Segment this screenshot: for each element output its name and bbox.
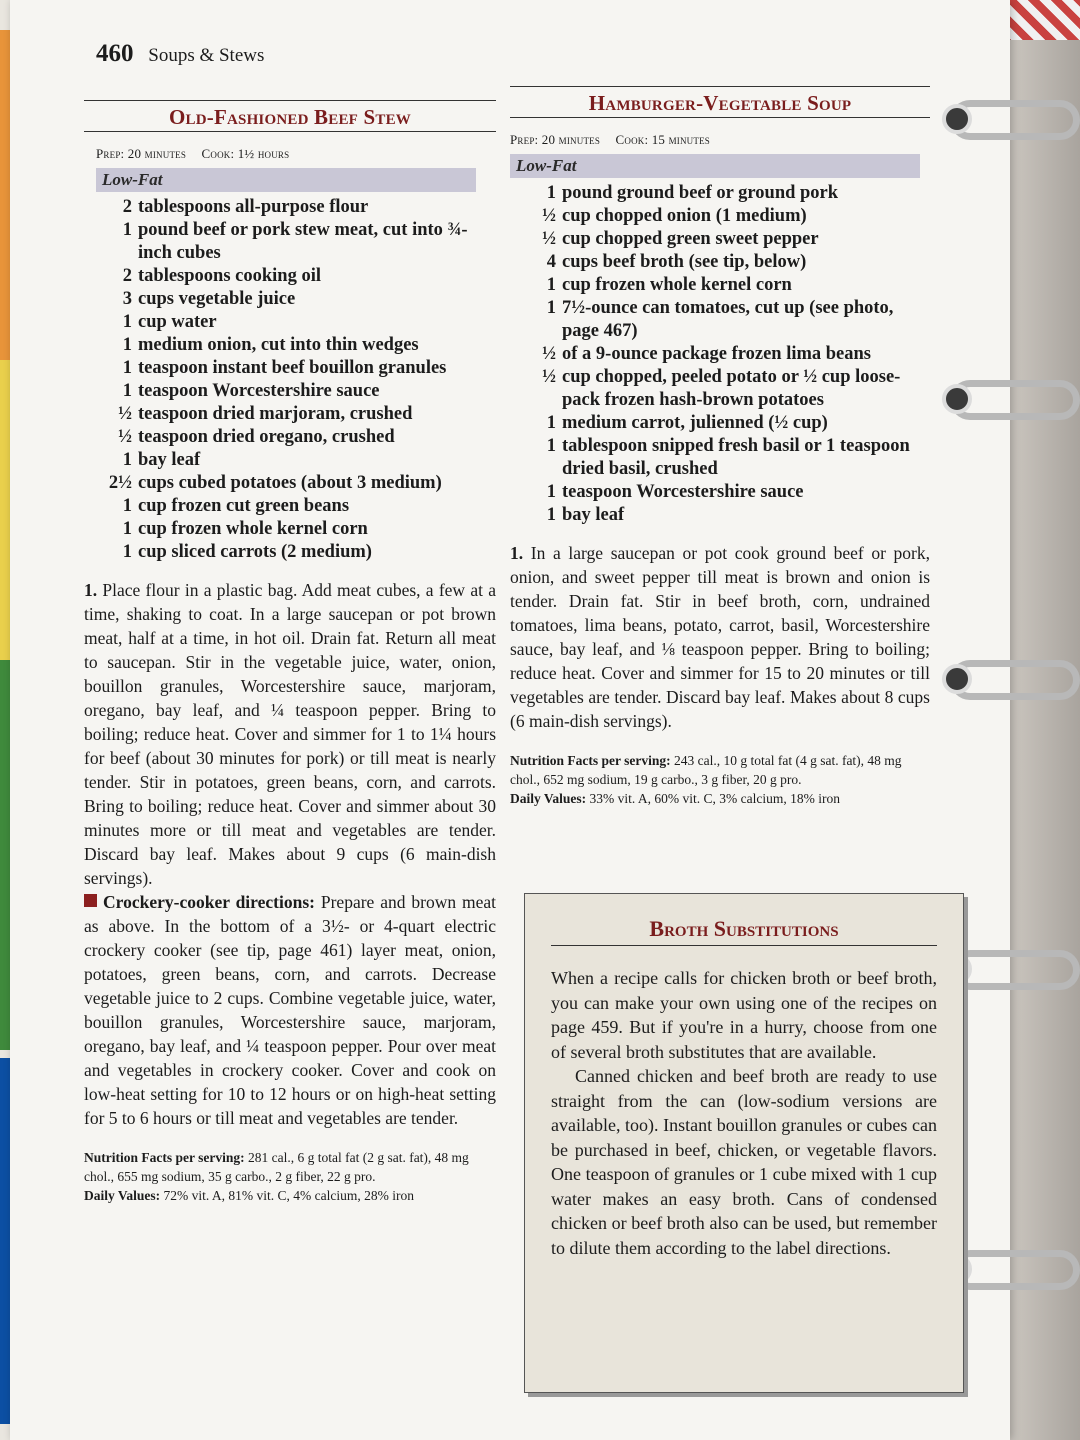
low-fat-badge: Low-Fat xyxy=(510,154,920,178)
ingredient-item xyxy=(84,196,496,219)
ingredient-quantity: 2 xyxy=(122,197,132,217)
step-text: Place flour in a plastic bag. Add meat cubes, a few at a time, shaking to coat. In a large saucepan or pot brown meat, half at a time, in hot oil. Drain fat. Return all meat to saucepan. Stir in the vegetable juice, water, onion, bouillon granules, Worcestershire sauce, marjoram, oregano, bay leaf, and ¼ teaspoon pepper. Bring to boiling; reduce heat. Cover and simmer for 1 to 1¼ hours for beef (about 30 minutes for pork) or till meat is nearly tender. Stir in potatoes, green beans, corn, and carrots. Bring to boiling; reduce heat. Cover and simmer about 30 minutes more or till meat and vegetables are tender. Discard bay leaf. Makes about 9 cups (6 main-dish servings). xyxy=(84,580,496,888)
ingredient-text: cup water xyxy=(138,312,217,332)
nutrition-text: 281 cal., 6 g total fat (2 g sat. fat), 48 mg chol., 655 mg sodium, 35 g carbo., 2 g fiber, 22 g pro. xyxy=(84,1150,469,1184)
daily-values-text: 33% vit. A, 60% vit. C, 3% calcium, 18% iron xyxy=(589,791,840,806)
ingredient-text: teaspoon Worcestershire sauce xyxy=(562,482,804,502)
sidebar-title: Broth Substitutions xyxy=(551,916,937,946)
ingredient-quantity: 4 xyxy=(546,252,556,272)
ingredient-text: medium carrot, julienned (½ cup) xyxy=(562,413,828,433)
recipe-directions xyxy=(510,541,930,733)
ingredient-quantity: 3 xyxy=(122,289,132,309)
ingredient-item xyxy=(84,495,496,518)
ingredient-item xyxy=(84,426,496,449)
tablecloth xyxy=(1000,0,1080,40)
ingredient-item xyxy=(84,518,496,541)
recipe-title: Hamburger-Vegetable Soup xyxy=(510,86,930,118)
crock-text: Prepare and brown meat as above. In the bottom of a 3½- or 4-quart electric crockery cooker (see tip, page 461) layer meat, onion, potatoes, green beans, corn, and carrots. Decrease vegetable juice to 2 cups. Combine vegetable juice, water, bouillon granules, Worcestershire sauce, marjoram, oregano, bay leaf, and ¼ teaspoon pepper. Pour over meat and vegetables in crockery cooker. Cover and cook on low-heat setting for 10 to 12 hours or on high-heat setting for 5 to 6 hours or till meat and vegetables are tender. xyxy=(84,892,497,1128)
ingredient-item xyxy=(84,265,496,288)
ingredient-quantity: 1 xyxy=(122,519,132,539)
ingredient-quantity: 1 xyxy=(546,183,556,203)
ingredient-item xyxy=(84,311,496,334)
ingredient-text: cups beef broth (see tip, below) xyxy=(562,252,807,272)
ingredient-text: cups vegetable juice xyxy=(138,289,296,309)
ingredient-quantity: ½ xyxy=(542,206,556,226)
step-number: 1. xyxy=(84,580,98,600)
ingredient-text: bay leaf xyxy=(138,450,201,470)
ingredient-item xyxy=(510,412,930,435)
ingredient-text: cup chopped onion (1 medium) xyxy=(562,206,807,226)
prep-time: Prep: 20 minutes xyxy=(510,132,601,147)
ingredient-text: cup frozen whole kernel corn xyxy=(562,275,792,295)
ingredient-list xyxy=(84,196,496,564)
ingredient-list xyxy=(510,182,930,527)
ingredient-text: tablespoons cooking oil xyxy=(138,266,321,286)
ingredient-text: of a 9-ounce package frozen lima beans xyxy=(562,344,871,364)
binder-background xyxy=(1000,0,1080,1440)
ingredient-quantity: 2½ xyxy=(108,473,132,493)
ingredient-quantity: ½ xyxy=(542,229,556,249)
ingredient-item xyxy=(510,182,930,205)
ingredient-text: pound ground beef or ground pork xyxy=(562,183,839,203)
ingredient-item xyxy=(510,343,930,366)
ingredient-text: teaspoon dried oregano, crushed xyxy=(138,427,395,447)
daily-values-label: Daily Values: xyxy=(510,791,587,806)
ingredient-item xyxy=(84,449,496,472)
page-header xyxy=(96,40,264,68)
ingredient-text: 7½-ounce can tomatoes, cut up (see photo, page 467) xyxy=(562,298,894,341)
ingredient-item xyxy=(84,472,496,495)
beef-stew-recipe xyxy=(84,100,496,1205)
ingredient-text: teaspoon dried marjoram, crushed xyxy=(138,404,413,424)
sidebar-paragraph: When a recipe calls for chicken broth or beef broth, you can make your own using one of the recipes on page 459. But if you're in a hurry, choose from one of several broth substitutes that are available. xyxy=(551,968,937,1062)
ingredient-text: medium onion, cut into thin wedges xyxy=(138,335,419,355)
recipe-directions xyxy=(84,578,496,1130)
binder-ring-3 xyxy=(930,660,1080,700)
ingredient-item xyxy=(510,481,930,504)
cook-time: Cook: 15 minutes xyxy=(615,132,710,147)
binder-ring-2 xyxy=(930,380,1080,420)
ingredient-quantity: 1 xyxy=(122,381,132,401)
ingredient-text: cup frozen whole kernel corn xyxy=(138,519,368,539)
ingredient-quantity: 1 xyxy=(546,436,556,456)
recipe-title: Old-Fashioned Beef Stew xyxy=(84,100,496,132)
ingredient-item xyxy=(510,274,930,297)
page-number: 460 xyxy=(96,40,134,67)
ingredient-item xyxy=(510,205,930,228)
ingredient-item xyxy=(510,366,930,412)
recipe-timing xyxy=(510,132,930,148)
ingredient-item xyxy=(84,403,496,426)
ingredient-item xyxy=(84,541,496,564)
broth-substitutions-box xyxy=(524,893,964,1393)
ingredient-item xyxy=(84,288,496,311)
ingredient-text: tablespoon snipped fresh basil or 1 teaspoon dried basil, crushed xyxy=(562,436,910,479)
ingredient-quantity: 1 xyxy=(122,220,132,240)
recipe-timing xyxy=(96,146,496,162)
nutrition-label: Nutrition Facts per serving: xyxy=(510,753,671,768)
daily-values-text: 72% vit. A, 81% vit. C, 4% calcium, 28% iron xyxy=(163,1188,414,1203)
prep-time: Prep: 20 minutes xyxy=(96,146,187,161)
nutrition-text: 243 cal., 10 g total fat (4 g sat. fat), 48 mg chol., 652 mg sodium, 19 g carbo., 3 g fiber, 20 g pro. xyxy=(510,753,902,787)
nutrition-facts xyxy=(510,751,930,808)
low-fat-badge: Low-Fat xyxy=(96,168,476,192)
ingredient-quantity: 1 xyxy=(122,496,132,516)
ingredient-quantity: 2 xyxy=(122,266,132,286)
ingredient-text: cup chopped green sweet pepper xyxy=(562,229,819,249)
ingredient-text: pound beef or pork stew meat, cut into ¾-inch cubes xyxy=(138,220,468,263)
ingredient-item xyxy=(84,380,496,403)
cook-time: Cook: 1½ hours xyxy=(201,146,290,161)
ingredient-quantity: ½ xyxy=(542,344,556,364)
ingredient-quantity: 1 xyxy=(546,298,556,318)
daily-values-label: Daily Values: xyxy=(84,1188,161,1203)
ingredient-item xyxy=(84,334,496,357)
sidebar-paragraph: Canned chicken and beef broth are ready to use straight from the can (low-sodium versions are available, too). Instant bouillon granules or cubes can be purchased in beef, chicken, or vegetable flavors. One teaspoon of granules or 1 cube mixed with 1 cup water makes an easy broth. Cans of condensed chicken or beef broth also can be used, but remember to dilute them according to the label directions. xyxy=(551,1066,937,1258)
nutrition-facts xyxy=(84,1148,496,1205)
ingredient-quantity: 1 xyxy=(122,450,132,470)
ingredient-quantity: 1 xyxy=(122,335,132,355)
ingredient-quantity: 1 xyxy=(546,275,556,295)
square-bullet-icon xyxy=(84,894,97,907)
hamburger-soup-recipe xyxy=(510,86,930,808)
ingredient-quantity: ½ xyxy=(542,367,556,387)
ingredient-quantity: 1 xyxy=(122,358,132,378)
ingredient-quantity: ½ xyxy=(118,404,132,424)
ingredient-text: cups cubed potatoes (about 3 medium) xyxy=(138,473,442,493)
step-text: In a large saucepan or pot cook ground beef or pork, onion, and sweet pepper till meat is brown and onion is tender. Drain fat. Stir in beef broth, corn, undrained tomatoes, lima beans, potato, carrot, basil, Worcestershire sauce, bay leaf, and ⅛ teaspoon pepper. Bring to boiling; reduce heat. Cover and simmer for 15 to 20 minutes or till vegetables are tender. Discard bay leaf. Makes about 8 cups (6 main-dish servings). xyxy=(510,543,931,731)
ingredient-quantity: 1 xyxy=(546,482,556,502)
section-title: Soups & Stews xyxy=(148,45,265,66)
ingredient-quantity: 1 xyxy=(546,413,556,433)
nutrition-label: Nutrition Facts per serving: xyxy=(84,1150,245,1165)
ingredient-item xyxy=(510,435,930,481)
ingredient-text: tablespoons all-purpose flour xyxy=(138,197,369,217)
ingredient-item xyxy=(510,251,930,274)
ingredient-item xyxy=(84,219,496,265)
ingredient-text: teaspoon instant beef bouillon granules xyxy=(138,358,447,378)
ingredient-text: cup sliced carrots (2 medium) xyxy=(138,542,372,562)
ingredient-item xyxy=(510,228,930,251)
binder-ring-1 xyxy=(930,100,1080,140)
ingredient-quantity: 1 xyxy=(122,542,132,562)
ingredient-text: teaspoon Worcestershire sauce xyxy=(138,381,380,401)
ingredient-quantity: ½ xyxy=(118,427,132,447)
step-number: 1. xyxy=(510,543,524,563)
ingredient-item xyxy=(84,357,496,380)
ingredient-quantity: 1 xyxy=(546,505,556,525)
ingredient-item xyxy=(510,504,930,527)
ingredient-text: bay leaf xyxy=(562,505,625,525)
ingredient-text: cup chopped, peeled potato or ½ cup loose-pack frozen hash-brown potatoes xyxy=(562,367,901,410)
ingredient-text: cup frozen cut green beans xyxy=(138,496,350,516)
ingredient-quantity: 1 xyxy=(122,312,132,332)
ingredient-item xyxy=(510,297,930,343)
crock-label: Crockery-cooker directions: xyxy=(103,892,315,912)
